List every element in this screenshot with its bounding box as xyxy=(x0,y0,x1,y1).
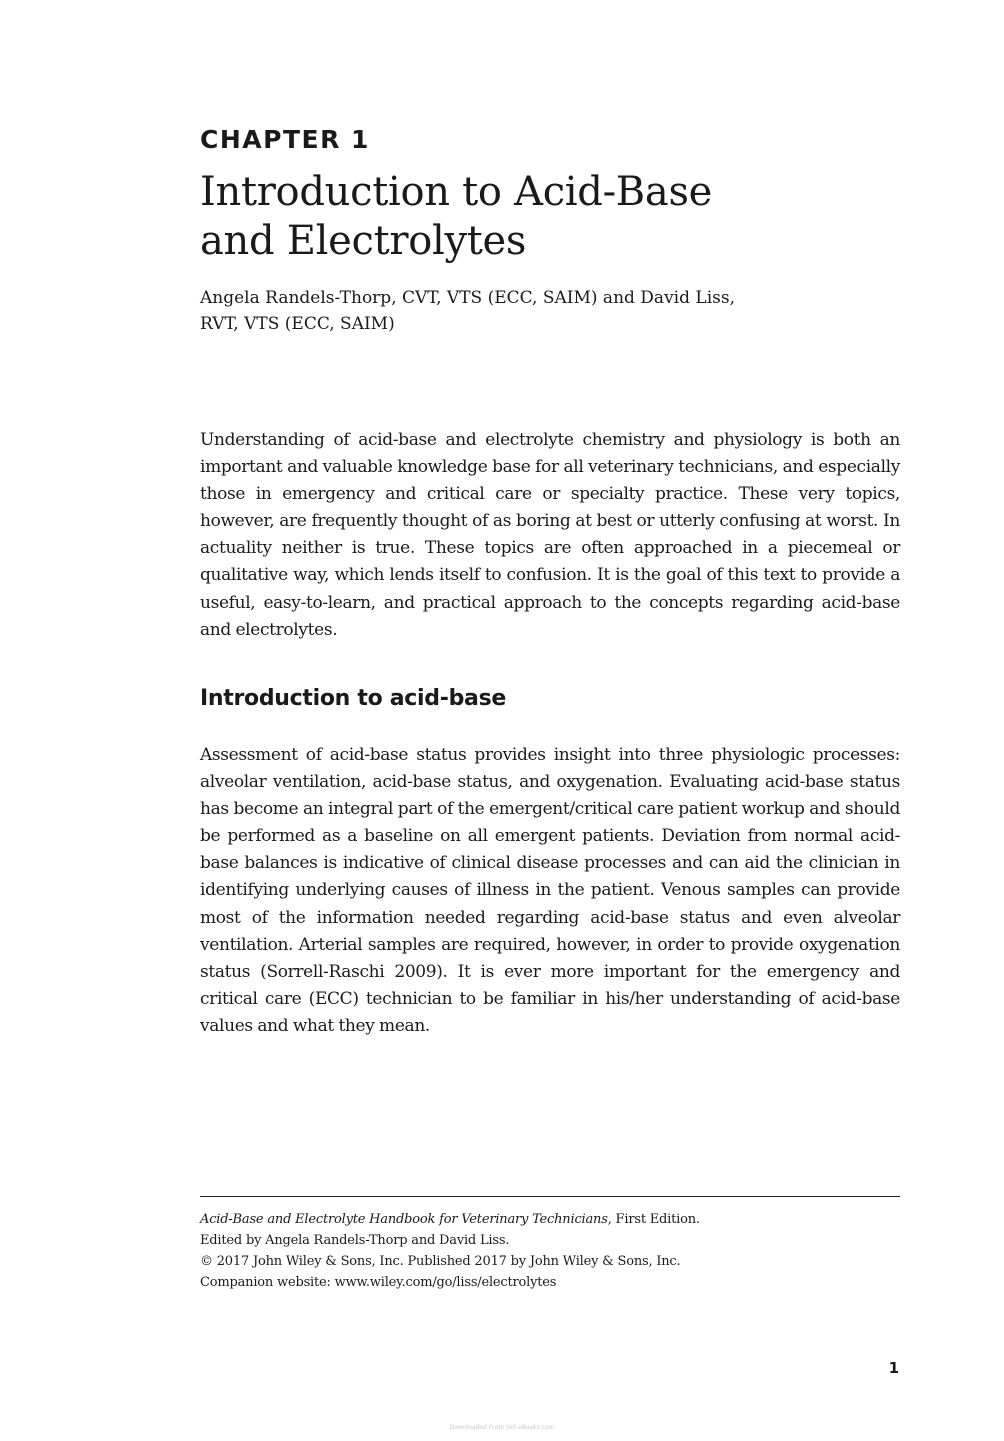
footnote-copyright: © 2017 John Wiley & Sons, Inc. Published 2017 by John Wiley & Sons, Inc. xyxy=(200,1254,681,1269)
book-title: Acid-Base and Electrolyte Handbook for Veterinary Technicians xyxy=(200,1212,608,1227)
book-edition: , First Edition. xyxy=(607,1212,700,1227)
watermark: Downloaded From Vet-eBooks.com xyxy=(449,1424,555,1431)
section-heading: Introduction to acid-base xyxy=(200,686,506,711)
chapter-authors xyxy=(200,285,820,337)
footnote-editors: Edited by Angela Randels-Thorp and David Liss. xyxy=(200,1233,510,1248)
authors-line-1: Angela Randels-Thorp, CVT, VTS (ECC, SAIM) and David Liss, xyxy=(200,288,735,308)
authors-line-2: RVT, VTS (ECC, SAIM) xyxy=(200,314,395,334)
chapter-title-line-2: and Electrolytes xyxy=(200,218,527,264)
chapter-title-line-1: Introduction to Acid-Base xyxy=(200,169,713,215)
section-paragraph: Assessment of acid-base status provides insight into three physiologic processes: alveolar ventilation, acid-base status, and oxygenation. Evaluating acid-base status has become an integral part of the emergent/critical care patient workup and should be performed as a baseline on all emergent patients. Deviation from normal acid-base balances is indicative of clinical disease processes and can aid the clinician in identifying underlying causes of illness in the patient. Venous samples can provide most of the information needed regarding acid-base status and even alveolar ventilation. Arterial samples are required, however, in order to provide oxygenation status (Sorrell-Raschi 2009). It is ever more important for the emergency and critical care (ECC) technician to be familiar in his/her understanding of acid-base values and what they mean. xyxy=(200,745,900,1036)
footnote-divider xyxy=(200,1196,900,1197)
footnote xyxy=(200,1209,900,1293)
chapter-label: CHAPTER 1 xyxy=(200,125,370,154)
intro-paragraph: Understanding of acid-base and electrolyte chemistry and physiology is both an important and valuable knowledge base for all veterinary technicians, and especially those in emergency and critical care or specialty practice. These very topics, however, are frequently thought of as boring at best or utterly confusing at worst. In actuality neither is true. These topics are often approached in a piecemeal or qualitative way, which lends itself to confusion. It is the goal of this text to provide a useful, easy-to-learn, and practical approach to the concepts regarding acid-base and electrolytes. xyxy=(200,430,900,640)
footnote-line-1 xyxy=(200,1209,900,1230)
footnote-website: Companion website: www.wiley.com/go/liss/electrolytes xyxy=(200,1275,557,1290)
page-number: 1 xyxy=(888,1359,899,1377)
chapter-title xyxy=(200,168,840,266)
